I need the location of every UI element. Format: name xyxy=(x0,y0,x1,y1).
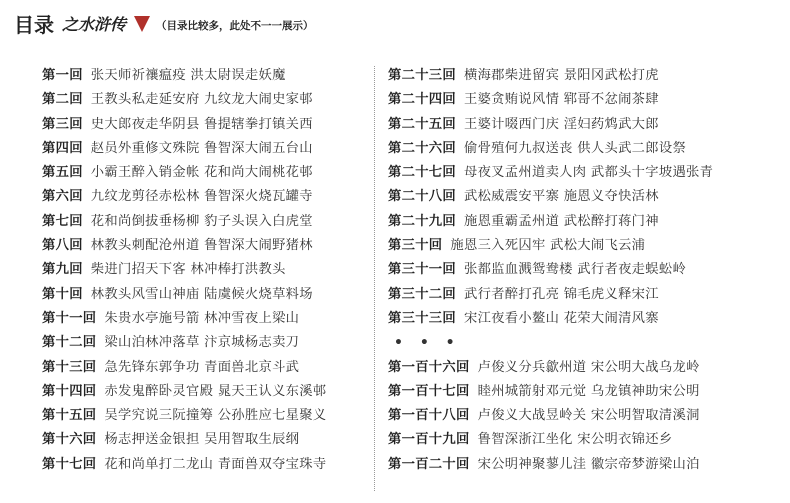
chapter-title: 梁山泊林冲落草 汴京城杨志卖刀 xyxy=(104,335,300,351)
chapter-number: 第三十三回 xyxy=(388,310,456,326)
chapter-row xyxy=(42,64,362,88)
book-subtitle: 之水浒传 xyxy=(62,14,127,34)
chapter-row xyxy=(42,88,362,112)
column-divider xyxy=(374,66,375,491)
chapter-title: 林教头风雪山神庙 陆虞候火烧草料场 xyxy=(90,286,313,302)
chapter-number: 第一百二十回 xyxy=(388,456,470,472)
chapter-row xyxy=(42,356,362,380)
chapter-row xyxy=(42,283,362,307)
chapter-number: 第三回 xyxy=(42,116,83,132)
chapter-title: 赤发鬼醉卧灵官殿 晁天王认义东溪邨 xyxy=(104,383,327,399)
chapter-row xyxy=(388,210,778,234)
chapter-number: 第二十五回 xyxy=(388,116,456,132)
chapter-number: 第十三回 xyxy=(42,359,97,375)
chapter-number: 第一回 xyxy=(42,68,83,83)
chapter-number: 第十五回 xyxy=(42,408,97,424)
chapter-number: 第二十四回 xyxy=(388,92,456,108)
chapter-title: 杨志押送金银担 吴用智取生辰纲 xyxy=(104,432,300,448)
chapter-title: 史大郎夜走华阴县 鲁提辖拳打镇关西 xyxy=(90,116,313,132)
chapter-title: 小霸王醉入销金帐 花和尚大闹桃花邨 xyxy=(90,165,313,181)
chapter-number: 第十四回 xyxy=(42,383,97,399)
chapter-number: 第二十六回 xyxy=(388,140,456,156)
chapter-number: 第四回 xyxy=(42,140,83,156)
chapter-title: 施恩重霸孟州道 武松醉打蒋门神 xyxy=(463,213,659,229)
chapter-number: 第二十九回 xyxy=(388,213,456,229)
right-chapter-list xyxy=(388,64,778,477)
chapter-number: 第三十回 xyxy=(388,238,443,254)
chapter-row xyxy=(42,331,362,355)
chapter-title: 九纹龙剪径赤松林 鲁智深火烧瓦罐寺 xyxy=(90,189,313,205)
chapter-number: 第二回 xyxy=(42,92,83,108)
chapter-title: 花和尚倒拔垂杨柳 豹子头误入白虎堂 xyxy=(90,213,313,229)
chapter-row xyxy=(42,453,362,477)
chapter-title: 宋公明神聚蓼儿洼 徽宗帝梦游梁山泊 xyxy=(477,456,700,472)
page-header xyxy=(14,8,314,38)
chapter-number: 第三十二回 xyxy=(388,286,456,302)
chapter-row xyxy=(388,283,778,307)
chapter-title: 赵员外重修文殊院 鲁智深大闹五台山 xyxy=(90,140,313,156)
chapter-number: 第二十七回 xyxy=(388,165,456,181)
chapter-row xyxy=(42,137,362,161)
chapter-row xyxy=(388,380,778,404)
chapter-number: 第一百十七回 xyxy=(388,383,470,399)
chapter-title: 张天师祈禳瘟疫 洪太尉误走妖魔 xyxy=(90,68,286,83)
header-note: （目录比较多，此处不一一展示） xyxy=(156,19,314,32)
chapter-row xyxy=(388,161,778,185)
ellipsis-text: • • • xyxy=(394,335,461,352)
chapter-title: 施恩三入死囚牢 武松大闹飞云浦 xyxy=(450,238,646,254)
chapter-title: 武行者醉打孔亮 锦毛虎义释宋江 xyxy=(463,286,659,302)
chapter-number: 第十回 xyxy=(42,286,83,302)
chapter-row xyxy=(42,404,362,428)
chapter-title: 王教头私走延安府 九纹龙大闹史家邨 xyxy=(90,92,313,108)
chapter-number: 第九回 xyxy=(42,262,83,278)
chapter-title: 花和尚单打二龙山 青面兽双夺宝珠寺 xyxy=(104,456,327,472)
chapter-number: 第一百十八回 xyxy=(388,408,470,424)
chapter-number: 第十一回 xyxy=(42,310,97,326)
chapter-row xyxy=(388,258,778,282)
chapter-title: 林教头刺配沧州道 鲁智深大闹野猪林 xyxy=(90,238,313,254)
chapter-row xyxy=(388,64,778,88)
chapter-row xyxy=(388,453,778,477)
chapter-row xyxy=(388,113,778,137)
chapter-title: 卢俊义大战昱岭关 宋公明智取清溪洞 xyxy=(477,408,700,424)
chapter-number: 第十七回 xyxy=(42,456,97,472)
chapter-title: 王婆贪贿说风情 郓哥不忿闹茶肆 xyxy=(463,92,659,108)
chapter-number: 第六回 xyxy=(42,189,83,205)
chapter-number: 第一百十九回 xyxy=(388,432,470,448)
chapter-title: 张都监血溅鸳鸯楼 武行者夜走蜈蚣岭 xyxy=(463,262,687,278)
chapter-number: 第三十一回 xyxy=(388,262,456,278)
chapter-title: 母夜叉孟州道卖人肉 武都头十字坡遇张青 xyxy=(463,165,714,181)
chapter-number: 第十二回 xyxy=(42,335,97,351)
chapter-title: 急先锋东郭争功 青面兽北京斗武 xyxy=(104,359,300,375)
chapter-title: 武松威震安平寨 施恩义夺快活林 xyxy=(463,189,659,205)
chapter-row xyxy=(388,185,778,209)
chapter-number: 第二十三回 xyxy=(388,68,456,83)
chapter-title: 睦州城箭射邓元觉 乌龙镇神助宋公明 xyxy=(477,383,700,399)
chapter-title: 卢俊义分兵歙州道 宋公明大战乌龙岭 xyxy=(477,359,700,375)
chapter-title: 王婆计啜西门庆 淫妇药鸩武大郎 xyxy=(463,116,659,132)
page-title: 目录 xyxy=(14,12,54,37)
chapter-row xyxy=(388,137,778,161)
chapter-number: 第二十八回 xyxy=(388,189,456,205)
chapter-row xyxy=(42,307,362,331)
chapter-row xyxy=(42,258,362,282)
chapter-title: 朱贵水亭施号箭 林冲雪夜上梁山 xyxy=(104,310,300,326)
chapter-row xyxy=(388,307,778,331)
chapter-number: 第五回 xyxy=(42,165,83,181)
chapter-row xyxy=(42,428,362,452)
chapter-title: 鲁智深浙江坐化 宋公明衣锦还乡 xyxy=(477,432,673,448)
chapter-row xyxy=(388,234,778,258)
chapter-title: 横海郡柴进留宾 景阳冈武松打虎 xyxy=(463,68,659,83)
chapter-row xyxy=(388,356,778,380)
chapter-title: 偷骨殖何九叔送丧 供人头武二郎设祭 xyxy=(463,140,687,156)
ellipsis-row xyxy=(388,331,778,355)
chapter-row xyxy=(388,404,778,428)
chapter-title: 吴学究说三阮撞筹 公孙胜应七星聚义 xyxy=(104,408,327,424)
triangle-down-icon xyxy=(134,16,150,32)
chapter-row xyxy=(42,210,362,234)
chapter-number: 第七回 xyxy=(42,213,83,229)
chapter-row xyxy=(42,185,362,209)
chapter-title: 宋江夜看小鳌山 花荣大闹清风寨 xyxy=(463,310,659,326)
chapter-number: 第一百十六回 xyxy=(388,359,470,375)
chapter-row xyxy=(388,88,778,112)
chapter-row xyxy=(42,113,362,137)
chapter-title: 柴进门招天下客 林冲棒打洪教头 xyxy=(90,262,286,278)
chapter-row xyxy=(42,380,362,404)
chapter-row xyxy=(42,234,362,258)
left-chapter-list xyxy=(42,64,362,477)
chapter-row xyxy=(388,428,778,452)
chapter-number: 第八回 xyxy=(42,238,83,254)
chapter-row xyxy=(42,161,362,185)
chapter-number: 第十六回 xyxy=(42,432,97,448)
